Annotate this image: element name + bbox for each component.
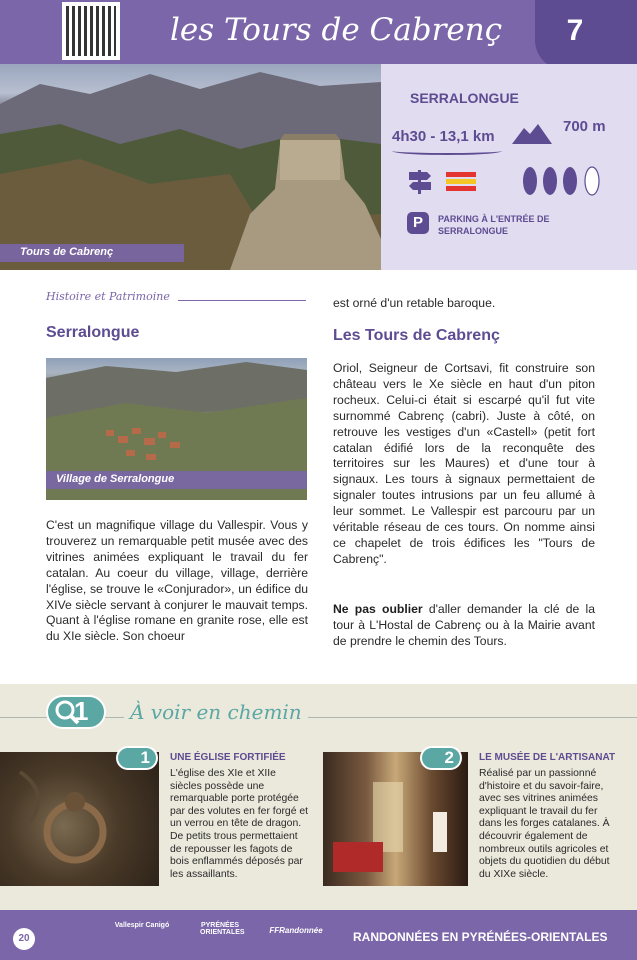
serralongue-heading: Serralongue	[46, 324, 140, 341]
museum-illustration	[323, 752, 468, 886]
museum-photo	[323, 752, 468, 886]
serralongue-text: C'est un magnifique village du Vallespir. Vous y trouverez un remarquable petit musée avec des vitrines animées expliquant le travail du fer catalan. Au coeur du village, village, derrière l'église, se trouve le «Conjurador», un édifice du XIVe siècle servant à conjurer le mauvait temps. Quant à l'église romane en granite rose, elle est du XIe siècle. Son choeur	[46, 518, 308, 644]
poi-2-text: Réalisé par un passionné d'histoire et du savoir-faire, avec ses vitrines animées expliquant le travail du fer dans les forges catalanes. À découvrir également de nombreux outils agricoles et objets du quotidien du début du XIXe siècle.	[479, 768, 610, 880]
reminder-note-bold: Ne pas oublier	[333, 602, 423, 616]
band-title: À voir en chemin	[124, 700, 308, 724]
department-logo: PYRÉNÉES ORIENTALES	[200, 922, 245, 936]
village-caption: Village de Serralongue	[46, 471, 307, 489]
elevation-mountain-icon	[512, 122, 552, 144]
elevation-gain: 700 m	[563, 118, 606, 135]
door-ring-illustration	[0, 752, 159, 886]
signpost-icon	[407, 168, 433, 194]
duration-underline	[392, 147, 502, 155]
hero-landscape	[0, 64, 381, 270]
ffrandonnee-logo: FFRandonnée	[269, 926, 323, 935]
hero-photo	[0, 64, 381, 270]
band-number: 1	[74, 696, 89, 726]
serralongue-text-continued: est orné d'un retable baroque.	[333, 296, 496, 310]
reminder-note	[333, 602, 595, 650]
page-title: les Tours de Cabrenç	[170, 12, 503, 48]
vallespir-logo: Vallespir Canigó	[114, 922, 170, 929]
start-town: SERRALONGUE	[410, 90, 519, 106]
duration-distance: 4h30 - 13,1 km	[392, 128, 495, 145]
qr-pattern	[66, 6, 116, 56]
poi-1-text: L'église des XIe et XIIe siècles possède une remarquable porte protégée par des volutes en fer forgé et un verrou en tête de dragon. De petits trous permettaient de repousser les fagots de bois enflammés déposés par les assaillants.	[170, 768, 309, 880]
poi-2-badge: 2	[420, 746, 462, 770]
parking-info: PARKING À L'ENTRÉE DE SERRALONGUE	[438, 214, 550, 236]
tours-heading: Les Tours de Cabrenç	[333, 327, 500, 344]
reminder-note-text: d'aller demander la clé de la tour à L'Hostal de Cabrenç ou à la Mairie avant de prendre le chemin des Tours.	[333, 602, 595, 648]
tours-text: Oriol, Seigneur de Cortsavi, fit construire son château vers le Xe siècle en haut d'un piton rocheux. Celui-ci était si escarpé qu'il fut vite surnommé Cabrenç (cabri). Juste à côté, on retrouve les vestiges d'un «Castell» (petit fort catalan édifié lors de la reconquête des territoires sur les Maures) et d'une tour à signaux. Les tours à signaux permettaient de signaler toutes intrusions par un feu allumé à leur sommet. Le Vallespir est parcouru par un véritable réseau de ces tours. On nomme ainsi ce chapelet de trois édifices les "Tours de Cabrenç".	[333, 361, 595, 566]
trail-marks-icon	[446, 170, 476, 194]
difficulty-footprints-icon	[520, 164, 604, 198]
page-number: 20	[13, 928, 35, 950]
poi-1-title: UNE ÉGLISE FORTIFIÉE	[170, 752, 286, 763]
hero-caption: Tours de Cabrenç	[0, 244, 184, 262]
footer-title: RANDONNÉES EN PYRÉNÉES-ORIENTALES	[353, 930, 608, 944]
church-door-photo	[0, 752, 159, 886]
parking-icon: P	[407, 212, 429, 234]
qr-code[interactable]	[62, 2, 120, 60]
poi-1-badge: 1	[116, 746, 158, 770]
route-number: 7	[566, 14, 584, 47]
section-label: Histoire et Patrimoine	[46, 290, 170, 303]
poi-2-title: LE MUSÉE DE L'ARTISANAT	[479, 752, 616, 763]
section-divider	[178, 300, 306, 301]
